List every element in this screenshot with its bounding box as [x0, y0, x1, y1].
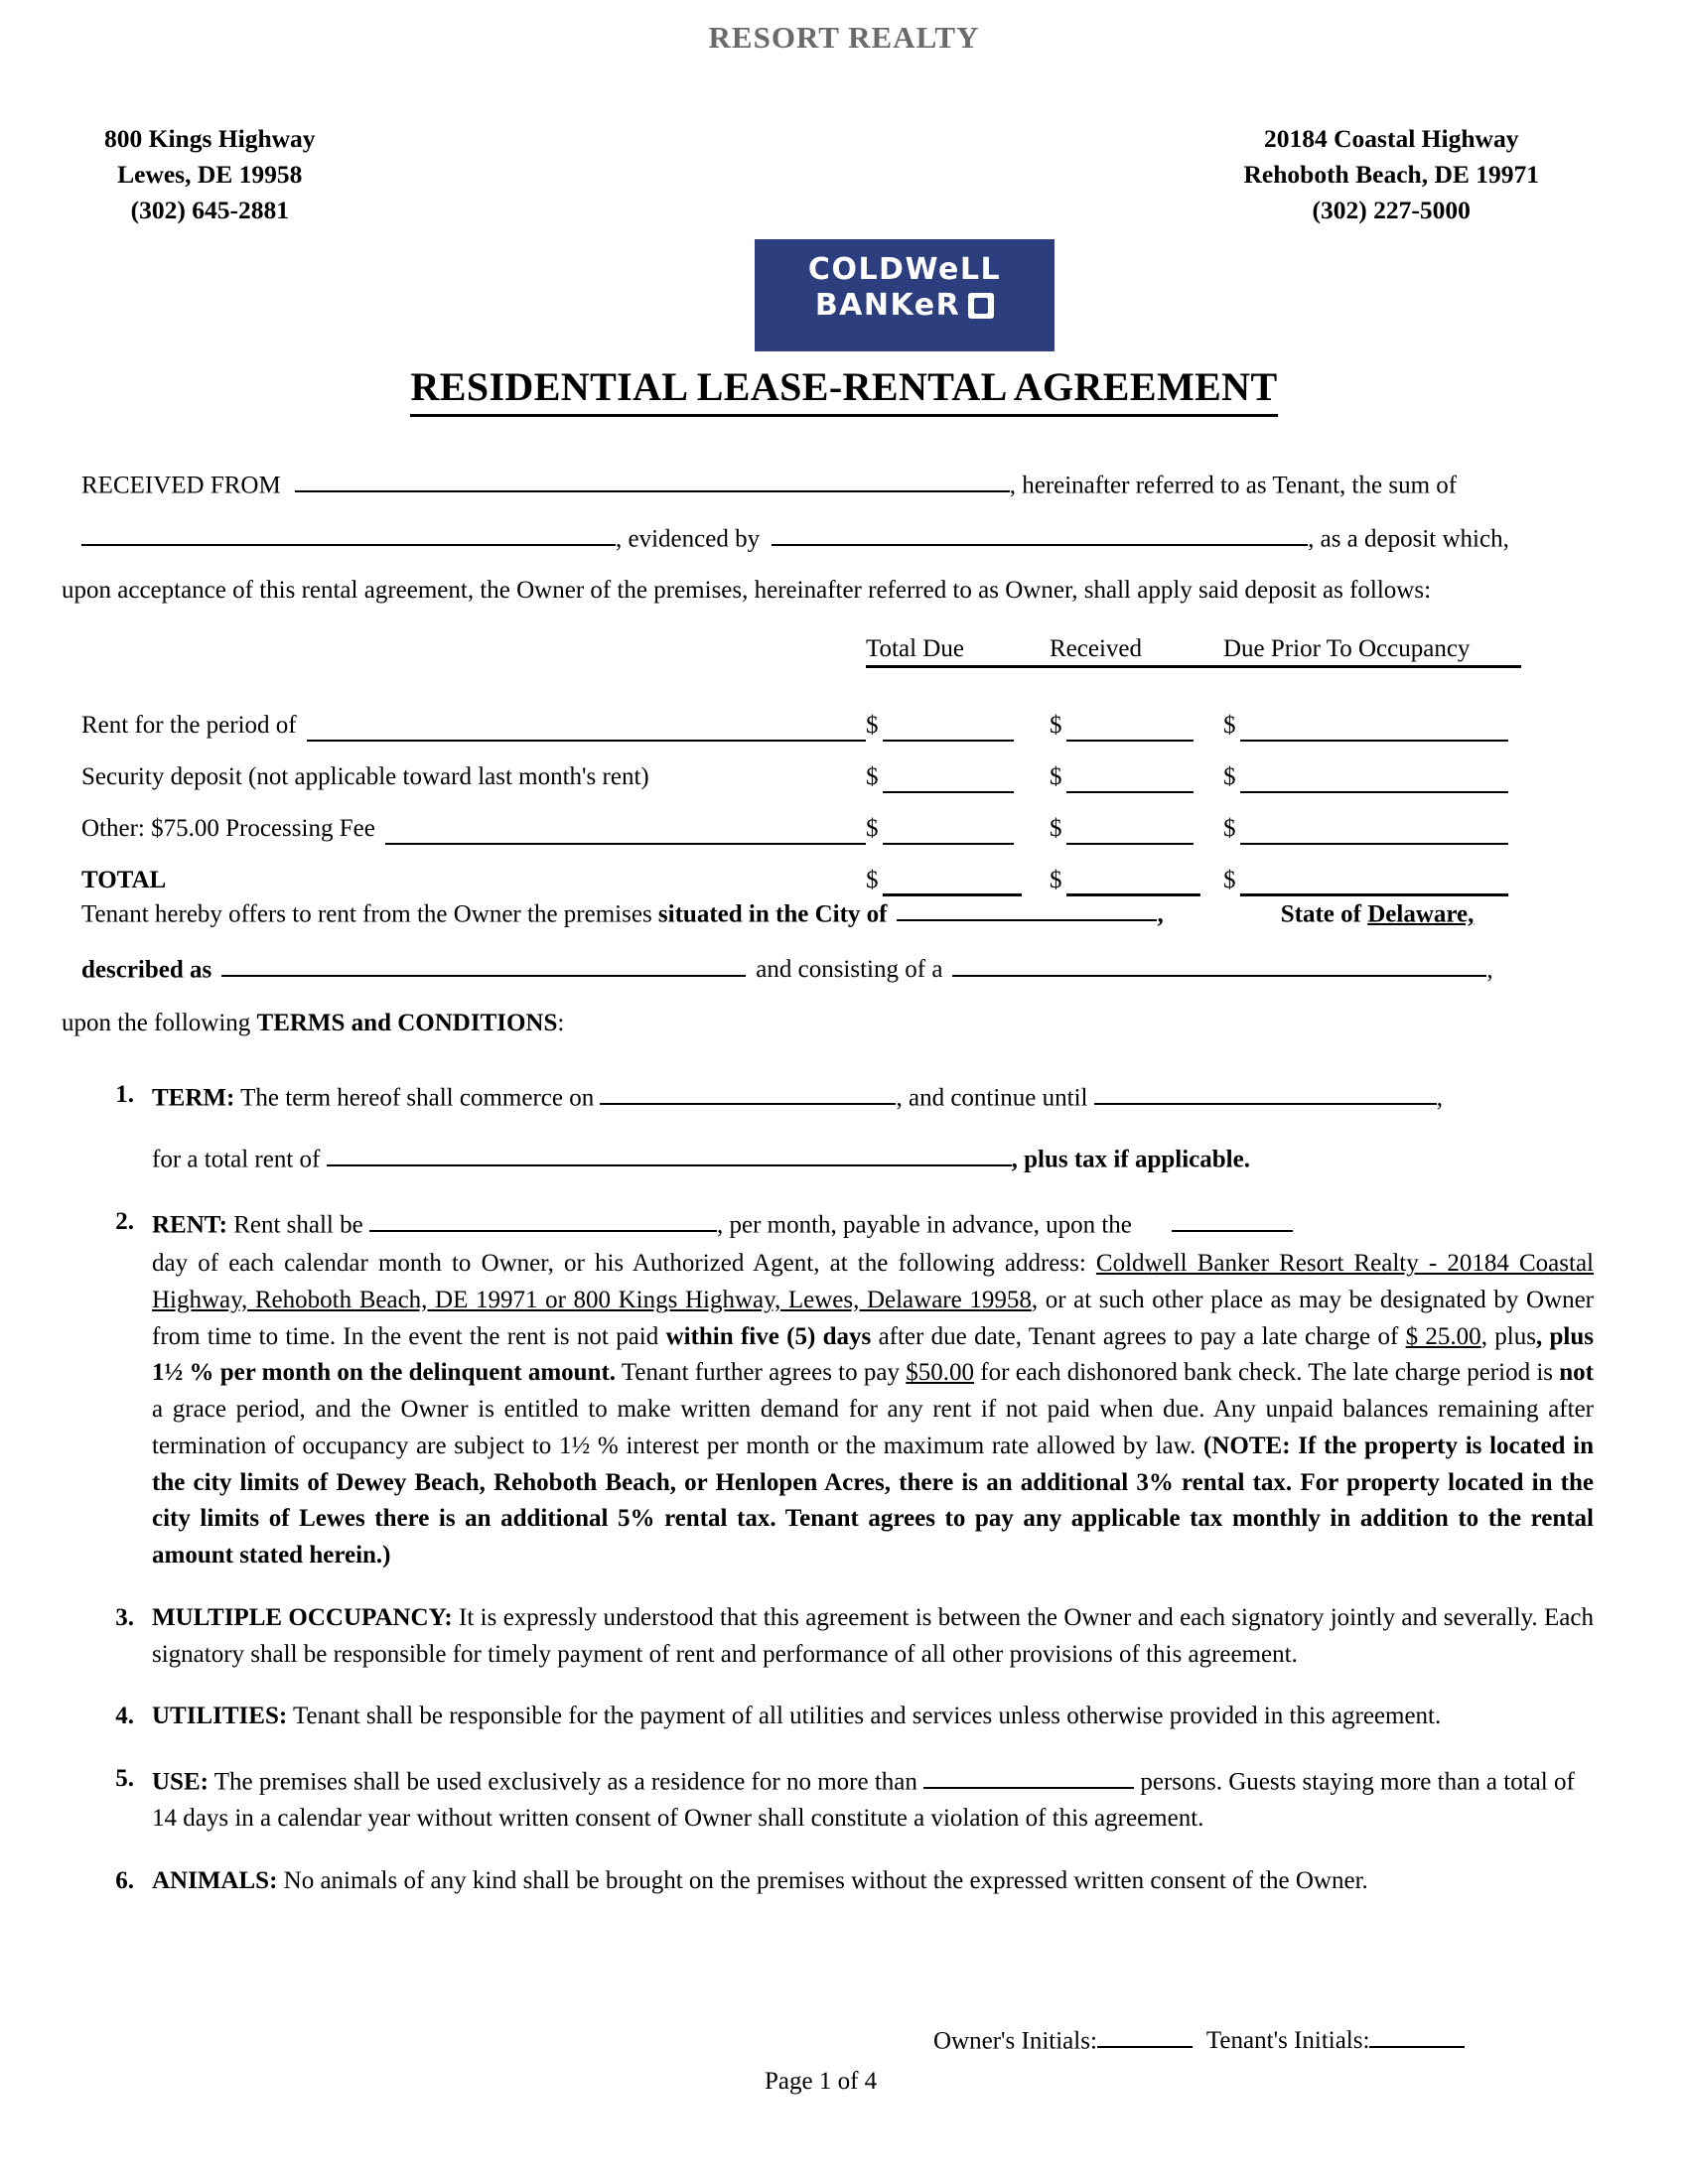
agent-address: Coldwell Banker Resort Realty - 20184 Coastal Highway, Rehoboth Beach, DE 19971 or 800 Kings Highway, Lewes, Delaware 19958: [152, 1250, 1594, 1313]
dollar-sign: $: [866, 867, 879, 893]
rent-text-5: after due date, Tenant agrees to pay a late charge of: [871, 1322, 1406, 1350]
described-as-line: [81, 949, 1589, 989]
other-due-prior-fill[interactable]: [1240, 818, 1508, 845]
letterhead: [0, 121, 1688, 229]
processing-fee-fill[interactable]: [385, 817, 866, 845]
terms-colon: :: [557, 1009, 565, 1036]
state-label: State of: [1280, 900, 1368, 928]
dollar-sign: $: [866, 712, 879, 739]
premises-section: [62, 893, 1589, 1046]
utilities-title: UTILITIES:: [152, 1703, 288, 1730]
dollar-sign: $: [1223, 763, 1236, 790]
clause-body: [152, 1600, 1594, 1674]
tenant-initials-label: Tenant's Initials:: [1205, 2027, 1370, 2055]
dollar-sign: $: [1223, 815, 1236, 842]
occupants-fill[interactable]: [923, 1761, 1134, 1789]
rehoboth-phone: (302) 227-5000: [1312, 196, 1471, 225]
term-title: TERM:: [152, 1084, 235, 1112]
clause-number: 6.: [115, 1866, 134, 1894]
lewes-city-state-zip: Lewes, DE 19958: [117, 160, 303, 190]
row-label-security-deposit: [81, 763, 866, 793]
table-row-total: [81, 845, 1591, 896]
term-text-b: , and continue until: [896, 1084, 1094, 1112]
security-total-due-fill[interactable]: [883, 766, 1014, 793]
rent-text-3: day of each calendar month to Owner, or his Authorized Agent, at the following address:: [152, 1250, 1096, 1277]
resort-realty-watermark: RESORT REALTY: [708, 20, 980, 55]
evidence-fill[interactable]: [772, 518, 1308, 546]
rent-due-prior-cell: [1223, 712, 1521, 742]
logo-line-coldwell: COLDWeLL: [807, 252, 1002, 287]
total-received-fill[interactable]: [1066, 869, 1200, 896]
lewes-phone: (302) 645-2881: [130, 196, 289, 225]
rehoboth-city-state-zip: Rehoboth Beach, DE 19971: [1243, 160, 1539, 190]
dollar-sign: $: [1223, 867, 1236, 893]
security-deposit-label: Security deposit (not applicable toward last month's rent): [81, 763, 649, 790]
consisting-fill[interactable]: [952, 949, 1486, 977]
rent-text-7: Tenant further agrees to pay: [616, 1359, 907, 1387]
utilities-text: Tenant shall be responsible for the payment of all utilities and services unless otherwise provided in this agreement.: [287, 1703, 1442, 1730]
dollar-sign: $: [1050, 867, 1062, 893]
city-comma: ,: [1157, 900, 1164, 928]
received-from-line: [81, 465, 1589, 504]
total-rent-label: for a total rent of: [152, 1146, 327, 1173]
logo-line-banker: [755, 288, 1055, 323]
clause-number: 2.: [115, 1208, 134, 1235]
dollar-sign: $: [1223, 712, 1236, 739]
dollar-sign: $: [1050, 712, 1062, 739]
total-due-prior-fill[interactable]: [1240, 869, 1508, 896]
table-row: [81, 793, 1591, 845]
other-due-prior-cell: [1223, 815, 1521, 845]
city-state-line: [81, 893, 1589, 933]
terms-lead: upon the following: [62, 1009, 257, 1036]
within-five-days: within five (5) days: [665, 1322, 872, 1350]
security-total-due-cell: [866, 763, 1050, 793]
late-charge-amount: $ 25.00: [1405, 1322, 1481, 1350]
dollar-sign: $: [1050, 763, 1062, 790]
coldwell-banker-logo: [755, 239, 1055, 351]
other-received-fill[interactable]: [1066, 818, 1194, 845]
term-start-fill[interactable]: [600, 1077, 896, 1105]
term-text-c: ,: [1436, 1084, 1443, 1112]
clause-body: [152, 1077, 1594, 1178]
rent-received-cell: [1050, 712, 1223, 742]
cb-square-icon: [968, 293, 994, 319]
described-as-label: described as: [81, 956, 212, 983]
state-value: Delaware,: [1367, 900, 1475, 928]
dollar-sign: $: [1050, 815, 1062, 842]
terms-and-conditions-list: [104, 1077, 1594, 1926]
term-line-2: [152, 1139, 1594, 1178]
clause-multiple-occupancy: [104, 1600, 1594, 1674]
described-fill[interactable]: [221, 949, 746, 977]
premises-lead: Tenant hereby offers to rent from the Owner the premises: [81, 900, 658, 928]
rent-text-9: a grace period, and the Owner is entitled to make written demand for any rent if not paid when due. Any unpaid balances remaining after termination of occupancy are subject to 1½ % interest per month or the maximum rate allowed by law.: [152, 1396, 1594, 1459]
rent-period-fill[interactable]: [307, 714, 866, 742]
page-title: RESIDENTIAL LEASE-RENTAL AGREEMENT: [410, 366, 1277, 417]
rent-text-1: Rent shall be: [226, 1211, 369, 1239]
initials-block: [933, 2020, 1465, 2055]
other-received-cell: [1050, 815, 1223, 845]
office-address-lewes: [104, 121, 316, 229]
rent-period-label: Rent for the period of: [81, 712, 297, 739]
term-end-fill[interactable]: [1094, 1077, 1437, 1105]
terms-label: TERMS and CONDITIONS: [256, 1009, 558, 1036]
row-label-total: [81, 867, 866, 896]
term-text-a: The term hereof shall commerce on: [234, 1084, 601, 1112]
total-due-prior-cell: [1223, 867, 1521, 896]
total-label: TOTAL: [81, 867, 167, 893]
plus-tax-note: , plus tax if applicable.: [1011, 1146, 1250, 1173]
clause-body: [152, 1761, 1594, 1838]
clause-body: [152, 1204, 1594, 1574]
clause-term: [104, 1077, 1594, 1178]
tenant-initials-fill[interactable]: [1369, 2020, 1465, 2048]
col-due-prior: Due Prior To Occupancy: [1223, 635, 1521, 668]
rent-total-due-cell: [866, 712, 1050, 742]
total-total-due-fill[interactable]: [883, 869, 1022, 896]
deposit-application-line: upon acceptance of this rental agreement, the Owner of the premises, hereinafter referred to as Owner, shall apply said deposit as follows:: [62, 576, 1432, 604]
total-total-due-cell: [866, 867, 1050, 896]
tenant-name-fill[interactable]: [295, 465, 1010, 492]
multiple-occupancy-title: MULTIPLE OCCUPANCY:: [152, 1603, 453, 1631]
clause-utilities: [104, 1699, 1594, 1735]
not-emphasis: not: [1559, 1359, 1595, 1387]
row-label-other-fee: [81, 815, 866, 845]
clause-animals: [104, 1863, 1594, 1900]
owner-initials-fill[interactable]: [1097, 2020, 1193, 2048]
owner-initials-label: Owner's Initials:: [933, 2027, 1097, 2055]
use-title: USE:: [152, 1768, 209, 1796]
intro-section: [62, 465, 1589, 614]
clause-number: 4.: [115, 1703, 134, 1730]
rehoboth-street: 20184 Coastal Highway: [1264, 124, 1519, 153]
total-received-cell: [1050, 867, 1223, 896]
sum-fill[interactable]: [81, 518, 616, 546]
table-row: [81, 690, 1591, 742]
use-text-2: persons. Guests staying more than a total of 14 days in a calendar year without written consent of Owner shall constitute a violation of this agreement.: [152, 1768, 1575, 1832]
animals-title: ANIMALS:: [152, 1866, 278, 1894]
security-received-fill[interactable]: [1066, 766, 1194, 793]
consisting-of-label: and consisting of a: [756, 956, 943, 983]
deposit-tail: , as a deposit which,: [1308, 525, 1509, 552]
clause-rent: [104, 1204, 1594, 1574]
rent-total-due-fill[interactable]: [883, 715, 1014, 742]
logo-banker-word: BANKeR: [814, 288, 961, 323]
delinquent-interest: , plus 1½ % per month on the delinquent amount.: [152, 1322, 1594, 1387]
rent-text-2: , per month, payable in advance, upon the: [716, 1211, 1132, 1239]
clause-use: [104, 1761, 1594, 1838]
clause-number: 5.: [115, 1765, 134, 1792]
table-header-row: [866, 635, 1591, 668]
total-rent-fill[interactable]: [327, 1139, 1012, 1166]
lewes-street: 800 Kings Highway: [104, 124, 316, 153]
received-from-tail: , hereinafter referred to as Tenant, the sum of: [1009, 472, 1458, 499]
rental-tax-note: (NOTE: If the property is located in the city limits of Dewey Beach, Rehoboth Beach, or Henlopen Acres, there is an additional 3% rental tax. For property located in the city limits of Lewes there is an additional 5% rental tax. Tenant agrees to pay any applicable tax monthly in addition to the rental amount stated herein.): [152, 1432, 1594, 1569]
security-due-prior-fill[interactable]: [1240, 766, 1508, 793]
use-text-1: The premises shall be used exclusively as a residence for no more than: [208, 1768, 924, 1796]
rent-title: RENT:: [152, 1211, 227, 1239]
terms-conditions-line: [62, 1005, 1589, 1042]
clause-number: 1.: [115, 1081, 134, 1108]
nsf-fee-amount: $50.00: [906, 1359, 975, 1387]
office-address-rehoboth: [1243, 121, 1539, 229]
evidenced-by-line: [81, 518, 1589, 558]
rent-text-8: for each dishonored bank check. The late charge period is: [974, 1359, 1560, 1387]
rent-received-fill[interactable]: [1066, 715, 1194, 742]
deposit-allocation-table: [81, 635, 1591, 896]
clause-number: 3.: [115, 1603, 134, 1631]
security-due-prior-cell: [1223, 763, 1521, 793]
multiple-occupancy-text: It is expressly understood that this agreement is between the Owner and each signatory jointly and severally. Each signatory shall be responsible for timely payment of rent and performance of all other provisions of this agreement.: [152, 1603, 1594, 1668]
consisting-comma: ,: [1486, 956, 1493, 983]
rent-amount-fill[interactable]: [369, 1204, 717, 1232]
table-row: [81, 742, 1591, 793]
dollar-sign: $: [866, 763, 879, 790]
city-of-label: situated in the City of: [657, 900, 888, 928]
row-label-rent-period: [81, 712, 866, 742]
logo-text: [755, 252, 1055, 323]
col-total-due: Total Due: [866, 635, 1050, 668]
clause-body: [152, 1863, 1594, 1900]
city-fill[interactable]: [897, 893, 1157, 921]
received-from-label: RECEIVED FROM: [81, 472, 281, 499]
dollar-sign: $: [866, 815, 879, 842]
security-received-cell: [1050, 763, 1223, 793]
rent-day-fill[interactable]: [1172, 1204, 1293, 1232]
rent-due-prior-fill[interactable]: [1240, 715, 1508, 742]
rent-paragraph: [152, 1246, 1594, 1574]
animals-text: No animals of any kind shall be brought on the premises without the expressed written consent of the Owner.: [277, 1866, 1368, 1894]
term-line-1: [152, 1077, 1594, 1117]
rent-line-1: [152, 1204, 1594, 1244]
rent-text-4: , or at such other place as may be designated by Owner from time to time. In the event the rent is not paid: [152, 1286, 1595, 1350]
processing-fee-label: Other: $75.00 Processing Fee: [81, 815, 375, 842]
page-number: Page 1 of 4: [765, 2068, 878, 2095]
other-total-due-fill[interactable]: [883, 818, 1014, 845]
rent-text-6: , plus: [1480, 1322, 1536, 1350]
evidenced-by-label: , evidenced by: [616, 525, 761, 552]
col-received: Received: [1050, 635, 1223, 668]
clause-body: [152, 1699, 1594, 1735]
other-total-due-cell: [866, 815, 1050, 845]
document-title-wrap: [0, 366, 1688, 417]
